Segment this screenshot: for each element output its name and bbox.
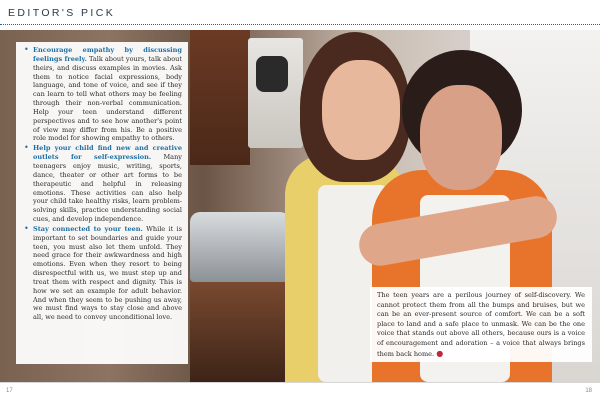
photo-teen-face (322, 60, 400, 160)
footer-divider (0, 382, 600, 383)
tip-item-empathy (33, 46, 182, 143)
tips-list (22, 46, 182, 322)
photo-microwave-window (256, 56, 288, 92)
page-number-left: 17 (6, 388, 13, 394)
quote-text: The teen years are a perilous journey of self-discovery. We cannot protect them from all the bumps and bruises, but we can be an ever-present source of comfort. We can be a soft place to land and a safe place to unmask. We can be the one voice that stands out above all others, because ours is a voice of encouragement and adoration – a voice that always brings them back home. (377, 291, 585, 358)
tip-item-stay-connected (33, 225, 182, 322)
end-mark-icon: ● (436, 348, 444, 358)
tip-body: Many teenagers enjoy music, writing, sports, dance, theater or other art forms to be therapeutic and helpful in releasing emotions. These activities can also help your child take healthy risks, learn problem-solving skills, practice understanding social cues, and develop independence. (33, 153, 182, 224)
photo-cabinet (190, 30, 250, 165)
tips-panel (16, 42, 188, 364)
tip-lead: Stay connected to your teen. (33, 224, 143, 233)
quote-panel (370, 287, 592, 362)
header-divider (0, 24, 600, 25)
tip-lead: Encourage empathy by discussing feelings freely. (33, 46, 182, 63)
quote-paragraph (377, 291, 585, 359)
page-number-right: 18 (585, 388, 592, 394)
photo-toaster (190, 212, 290, 282)
tip-body: While it is important to set boundaries and guide your teen, you must also let them unfold. They need grace for their awkwardness and high emotions. Even when they resort to being disrespectful with us, we must step up and treat them with respect and dignity. This is how we set an example for adult behavior. And when they seem to be pushing us away, we must find ways to stay close and above all, we need to convey unconditional love. (33, 224, 182, 322)
photo-mother-face (420, 85, 502, 190)
tip-body: Talk about yours, talk about theirs, and discuss examples in movies. Ask them to notice facial expressions, body language, and tone of voice, and see if they can learn to tell what others may be feeling through their non-verbal communication. Help your teen understand different perspectives and to see how another's point of view may differ from his. Be a positive role model for showing empathy to others. (33, 54, 182, 143)
tip-lead: Help your child find new and creative outlets for self-expression. (33, 144, 182, 162)
header (0, 0, 600, 28)
tip-item-self-expression (33, 144, 182, 224)
photo-microwave (248, 38, 303, 148)
section-title: EDITOR'S PICK (8, 7, 116, 19)
